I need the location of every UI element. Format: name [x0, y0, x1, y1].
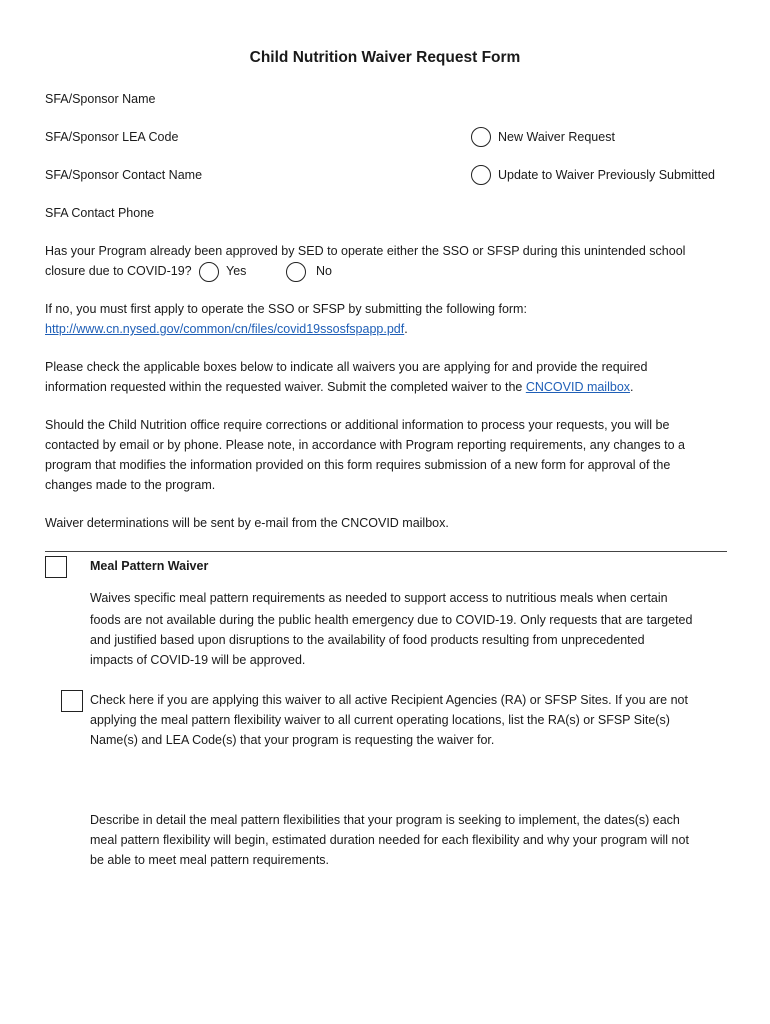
corrections-line1: Should the Child Nutrition office require corrections or additional information to process your requests, you will be: [45, 418, 670, 432]
meal-pattern-desc-line1: Waives specific meal pattern requirements as needed to support access to nutritious meals when certain: [90, 591, 668, 605]
lea-code-label: SFA/Sponsor LEA Code: [45, 130, 179, 144]
corrections-line4: changes made to the program.: [45, 478, 216, 492]
new-waiver-label: New Waiver Request: [498, 130, 615, 144]
if-no-suffix: .: [404, 322, 408, 336]
all-sites-line2: applying the meal pattern flexibility waiver to all current operating locations, list the RA(s) or SFSP Site(s): [90, 713, 670, 727]
sponsor-name-label: SFA/Sponsor Name: [45, 92, 156, 106]
all-sites-line1: Check here if you are applying this waiver to all active Recipient Agencies (RA) or SFSP Sites. If you are not: [90, 693, 688, 707]
meal-pattern-desc-line2: foods are not available during the public health emergency due to COVID-19. Only requests that are targeted: [90, 613, 693, 627]
instructions-suffix: .: [630, 380, 634, 394]
approved-yes-label: Yes: [226, 264, 247, 278]
meal-pattern-desc-line3: and justified based upon disruptions to the availability of food products resulting from unprecedented: [90, 633, 645, 647]
instructions-line2-text: information requested within the requested waiver. Submit the completed waiver to the: [45, 380, 523, 394]
approved-no-radio[interactable]: [286, 262, 306, 282]
if-no-link-line: [45, 319, 408, 339]
approved-yes-radio[interactable]: [199, 262, 219, 282]
section-divider: [45, 551, 727, 552]
cncovid-mailbox-link[interactable]: CNCOVID mailbox: [525, 380, 631, 394]
approved-no-label: No: [316, 264, 332, 278]
meal-pattern-heading: Meal Pattern Waiver: [90, 559, 209, 573]
describe-line1: Describe in detail the meal pattern flexibilities that your program is seeking to implement, the dates(s) each: [90, 813, 680, 827]
contact-name-label: SFA/Sponsor Contact Name: [45, 168, 203, 182]
approval-question-line2: closure due to COVID-19?: [45, 264, 192, 278]
approval-question-line1: Has your Program already been approved by SED to operate either the SSO or SFSP during this unintended school: [45, 244, 686, 258]
new-waiver-radio[interactable]: [471, 127, 491, 147]
determinations-text: Waiver determinations will be sent by e-mail from the CNCOVID mailbox.: [45, 516, 449, 530]
update-waiver-radio[interactable]: [471, 165, 491, 185]
form-title: Child Nutrition Waiver Request Form: [249, 49, 521, 66]
instructions-line1: Please check the applicable boxes below to indicate all waivers you are applying for and provide the required: [45, 360, 648, 374]
meal-pattern-desc-line4: impacts of COVID-19 will be approved.: [90, 653, 306, 667]
contact-phone-label: SFA Contact Phone: [45, 206, 155, 220]
describe-line2: meal pattern flexibility will begin, estimated duration needed for each flexibility and why your program will not: [90, 833, 689, 847]
describe-line3: be able to meet meal pattern requirements.: [90, 853, 330, 867]
update-waiver-label: Update to Waiver Previously Submitted: [498, 168, 715, 182]
all-sites-checkbox[interactable]: [61, 690, 83, 712]
meal-pattern-waiver-checkbox[interactable]: [45, 556, 67, 578]
if-no-text: If no, you must first apply to operate the SSO or SFSP by submitting the following form:: [45, 302, 527, 316]
all-sites-line3: Name(s) and LEA Code(s) that your program is requesting the waiver for.: [90, 733, 495, 747]
application-form-link[interactable]: http://www.cn.nysed.gov/common/cn/files/covid19ssosfspapp.pdf: [45, 322, 405, 336]
corrections-line3: program that modifies the information provided on this form requires submission of a new form for approval of the: [45, 458, 671, 472]
instructions-line2: [45, 377, 634, 397]
corrections-line2: contacted by email or by phone. Please note, in accordance with Program reporting requirements, any changes to a: [45, 438, 685, 452]
